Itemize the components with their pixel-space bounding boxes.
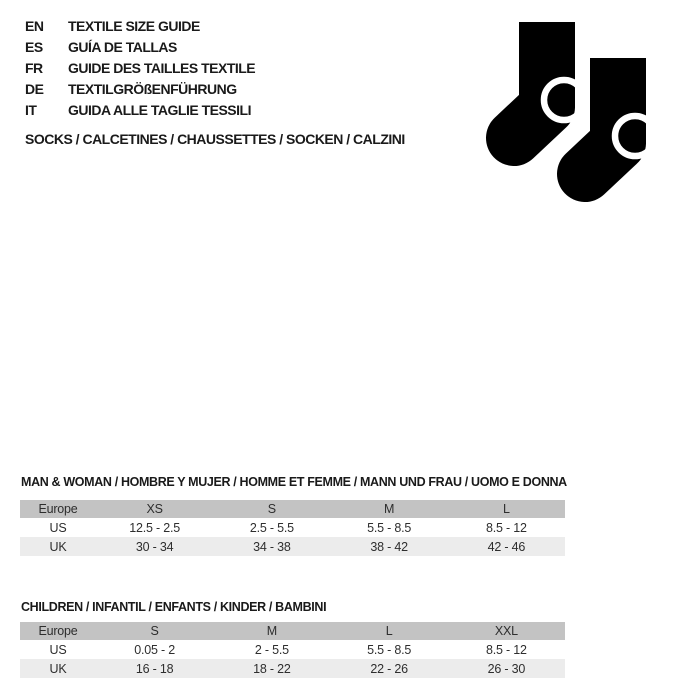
header-cell-size: S: [96, 622, 213, 640]
size-cell: 8.5 - 12: [448, 640, 565, 659]
size-cell: 30 - 34: [96, 537, 213, 556]
table-header-row: [20, 500, 565, 518]
size-cell: 16 - 18: [96, 659, 213, 678]
header-cell-size: XXL: [448, 622, 565, 640]
size-cell: 5.5 - 8.5: [331, 640, 448, 659]
header-cell-size: M: [213, 622, 330, 640]
table-title-adults: MAN & WOMAN / HOMBRE Y MUJER / HOMME ET FEMME / MANN UND FRAU / UOMO E DONNA: [21, 475, 567, 489]
header-cell-region: Europe: [20, 622, 96, 640]
size-cell: 42 - 46: [448, 537, 565, 556]
size-cell: 38 - 42: [331, 537, 448, 556]
header-cell-size: XS: [96, 500, 213, 518]
sock-right-icon: [585, 58, 655, 174]
size-table-children: [20, 622, 565, 678]
row-label: US: [20, 640, 96, 659]
category-line: SOCKS / CALCETINES / CHAUSSETTES / SOCKEN / CALZINI: [25, 131, 405, 147]
language-row-fr: [25, 57, 255, 78]
size-cell: 26 - 30: [448, 659, 565, 678]
language-code: FR: [25, 59, 43, 76]
language-row-es: [25, 36, 255, 57]
table-row-uk: [20, 659, 565, 678]
header-cell-size: L: [331, 622, 448, 640]
size-cell: 8.5 - 12: [448, 518, 565, 537]
size-table-adults: [20, 500, 565, 556]
row-label: UK: [20, 537, 96, 556]
table-header-row: [20, 622, 565, 640]
table-row-uk: [20, 537, 565, 556]
language-row-en: [25, 15, 255, 36]
language-row-de: [25, 78, 255, 99]
language-label: GUIDE DES TAILLES TEXTILE: [68, 59, 256, 76]
language-label: GUIDA ALLE TAGLIE TESSILI: [68, 101, 251, 118]
size-cell: 22 - 26: [331, 659, 448, 678]
header-cell-size: L: [448, 500, 565, 518]
sock-left-icon: [514, 22, 584, 138]
size-cell: 0.05 - 2: [96, 640, 213, 659]
language-row-it: [25, 99, 255, 120]
size-cell: 18 - 22: [213, 659, 330, 678]
language-code: IT: [25, 101, 37, 118]
table-title-children: CHILDREN / INFANTIL / ENFANTS / KINDER / BAMBINI: [21, 600, 327, 614]
header-cell-region: Europe: [20, 500, 96, 518]
size-cell: 2.5 - 5.5: [213, 518, 330, 537]
language-code: ES: [25, 38, 43, 55]
table-row-us: [20, 640, 565, 659]
row-label: UK: [20, 659, 96, 678]
socks-icon: [476, 20, 660, 206]
language-label: TEXTILGRÖßENFÜHRUNG: [68, 80, 237, 97]
size-cell: 34 - 38: [213, 537, 330, 556]
size-cell: 2 - 5.5: [213, 640, 330, 659]
language-code: EN: [25, 17, 44, 34]
language-label: GUÍA DE TALLAS: [68, 38, 177, 55]
header-cell-size: S: [213, 500, 330, 518]
size-cell: 12.5 - 2.5: [96, 518, 213, 537]
language-code: DE: [25, 80, 44, 97]
row-label: US: [20, 518, 96, 537]
table-row-us: [20, 518, 565, 537]
language-label: TEXTILE SIZE GUIDE: [68, 17, 200, 34]
language-list: [25, 15, 255, 120]
size-cell: 5.5 - 8.5: [331, 518, 448, 537]
header-cell-size: M: [331, 500, 448, 518]
